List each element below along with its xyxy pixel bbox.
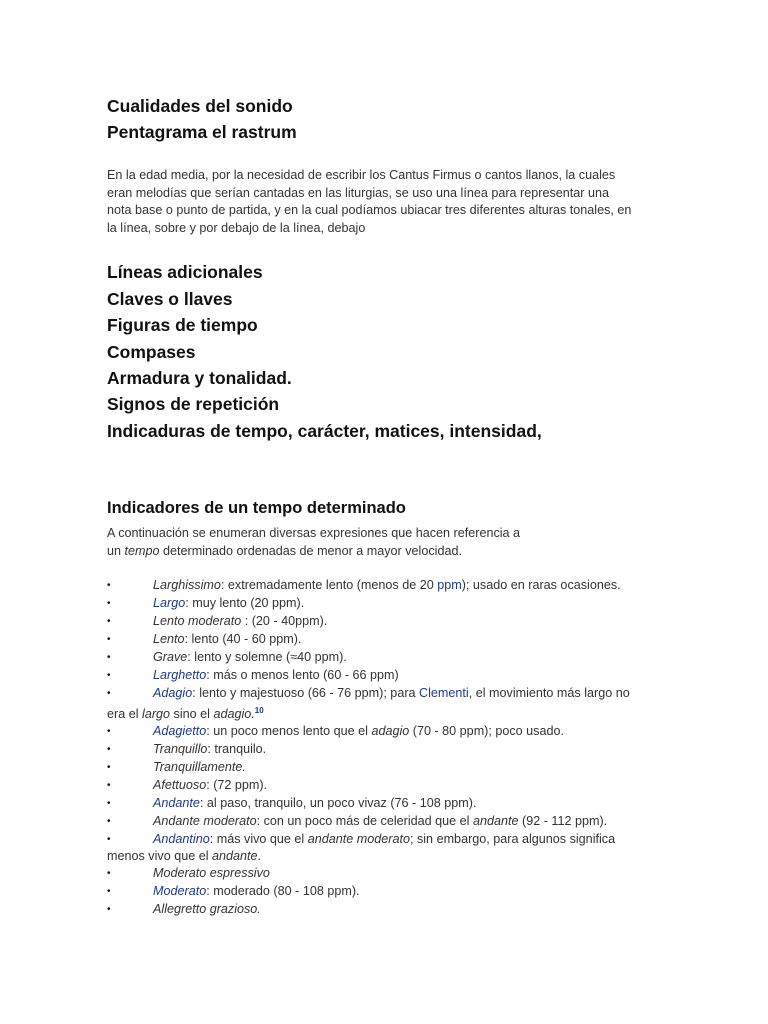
bullet-icon: • <box>107 762 111 774</box>
bullet-icon: • <box>107 616 111 627</box>
tempo-term: Andante moderato <box>153 814 257 829</box>
bullet-icon: • <box>107 780 111 792</box>
link-moderato[interactable]: Moderato <box>153 884 207 899</box>
bullet-icon: • <box>107 816 111 828</box>
bullet-icon: • <box>107 598 111 609</box>
bullet-icon: • <box>107 670 111 681</box>
topic-compases: Compases <box>107 342 196 362</box>
bullet-icon: • <box>107 688 111 699</box>
link-ppm[interactable]: ppm <box>437 578 462 592</box>
topic-signos: Signos de repetición <box>107 394 280 414</box>
heading-pentagrama: Pentagrama el rastrum <box>107 122 297 142</box>
tempo-term: Allegretto grazioso. <box>153 902 261 917</box>
tempo-intro-line: A continuación se enumeran diversas expresiones que hacen referencia a <box>107 526 521 540</box>
list-item-grave: • Grave: lento y solemne (≈40 ppm). <box>107 650 347 664</box>
paragraph-line: la línea, sobre y por debajo de la línea, debajo <box>107 220 366 235</box>
list-item-allegretto-grazioso <box>0 901 651 919</box>
link-adagio[interactable]: Adagio <box>153 686 193 700</box>
link-largo[interactable]: Largo <box>153 596 186 610</box>
bullet-icon: • <box>107 904 111 916</box>
tempo-term: Tranquillamente. <box>153 760 246 775</box>
topic-figuras: Figuras de tiempo <box>107 315 258 335</box>
tempo-intro-line: un tempo determinado ordenadas de menor a mayor velocidad. <box>107 543 462 558</box>
paragraph-line: En la edad media, por la necesidad de escribir los Cantus Firmus o cantos llanos, la cuales <box>107 168 616 182</box>
link-andante[interactable]: Andante <box>153 796 200 811</box>
paragraph-line: nota base o punto de partida, y en la cual podíamos ubiacar tres diferentes alturas tonales, en <box>107 203 632 217</box>
rastrum-paragraph <box>107 167 631 237</box>
tempo-term: Afettuoso <box>153 778 207 793</box>
list-item-largo: • Largo: muy lento (20 ppm). <box>107 596 305 610</box>
tempo-term: Lento <box>153 632 185 646</box>
topic-lineas-adicionales: Líneas adicionales <box>107 262 263 282</box>
topic-armadura: Armadura y tonalidad. <box>107 368 292 388</box>
list-item-andante: • Andante: al paso, tranquilo, un poco vivaz (76 - 108 ppm). <box>107 796 477 811</box>
link-andantino[interactable]: Andantino <box>153 832 210 847</box>
tempo-term: Grave <box>153 650 188 664</box>
list-item-adagietto: • Adagietto: un poco menos lento que el adagio (70 - 80 ppm); poco usado. <box>107 724 564 739</box>
list-item-andante-moderato: • Andante moderato: con un poco más de celeridad que el andante (92 - 112 ppm). <box>107 814 608 829</box>
list-item-moderato-espressivo <box>0 865 651 883</box>
link-adagietto[interactable]: Adagietto <box>153 724 207 739</box>
bullet-icon: • <box>107 634 111 645</box>
tempo-term: Lento moderato <box>153 614 242 628</box>
paragraph-line: eran melodías que serían cantadas en las liturgias, se uso una línea para representar una <box>107 185 609 200</box>
link-larghetto[interactable]: Larghetto <box>153 668 207 682</box>
bullet-icon: • <box>107 798 111 810</box>
list-item-tranquillo: • Tranquillo: tranquilo. <box>107 742 267 757</box>
bullet-icon: • <box>107 726 111 738</box>
list-item-moderato: • Moderato: moderado (80 - 108 ppm). <box>107 884 360 899</box>
link-clementi[interactable]: Clementi <box>419 686 469 700</box>
topic-claves: Claves o llaves <box>107 289 233 309</box>
tempo-term: Moderato espressivo <box>153 866 270 881</box>
list-item-afettuoso: • Afettuoso: (72 ppm). <box>107 778 268 793</box>
list-item-adagio: • Adagio: lento y majestuoso (66 - 76 ppm); para Clementi, el movimiento más largo no era el largo sino el adagio.$^{10}$ <box>107 686 630 722</box>
bullet-icon: • <box>107 744 111 756</box>
bullet-icon: • <box>107 652 111 663</box>
tempo-list <box>0 577 651 919</box>
list-item-andantino: • Andantino: más vivo que el andante moderato; sin embargo, para algunos significa menos vivo que el andante. <box>107 832 616 864</box>
bullet-icon: • <box>107 868 111 880</box>
list-item-tranquillamente <box>0 759 651 777</box>
list-item-larghissimo: • Larghissimo: extremadamente lento (menos de 20 ppm); usado en raras ocasiones. <box>107 578 621 592</box>
bullet-icon: • <box>107 886 111 898</box>
reference-link[interactable]: 10 <box>254 706 264 715</box>
list-item-larghetto: • Larghetto: más o menos lento (60 - 66 ppm) <box>107 668 399 682</box>
tempo-intro <box>107 525 520 560</box>
bullet-icon: • <box>107 580 111 591</box>
topic-indicaduras: Indicaduras de tempo, carácter, matices, intensidad, <box>107 421 542 441</box>
tempo-term: Larghissimo <box>153 578 221 592</box>
heading-cualidades: Cualidades del sonido <box>107 96 293 116</box>
tempo-term: Tranquillo <box>153 742 208 757</box>
bullet-icon: • <box>107 834 111 846</box>
list-item-lento: • Lento: lento (40 - 60 ppm). <box>107 632 302 646</box>
list-item-lento-moderato: • Lento moderato : (20 - 40ppm). <box>107 614 328 628</box>
section-title-tempo: Indicadores de un tempo determinado <box>107 499 406 517</box>
